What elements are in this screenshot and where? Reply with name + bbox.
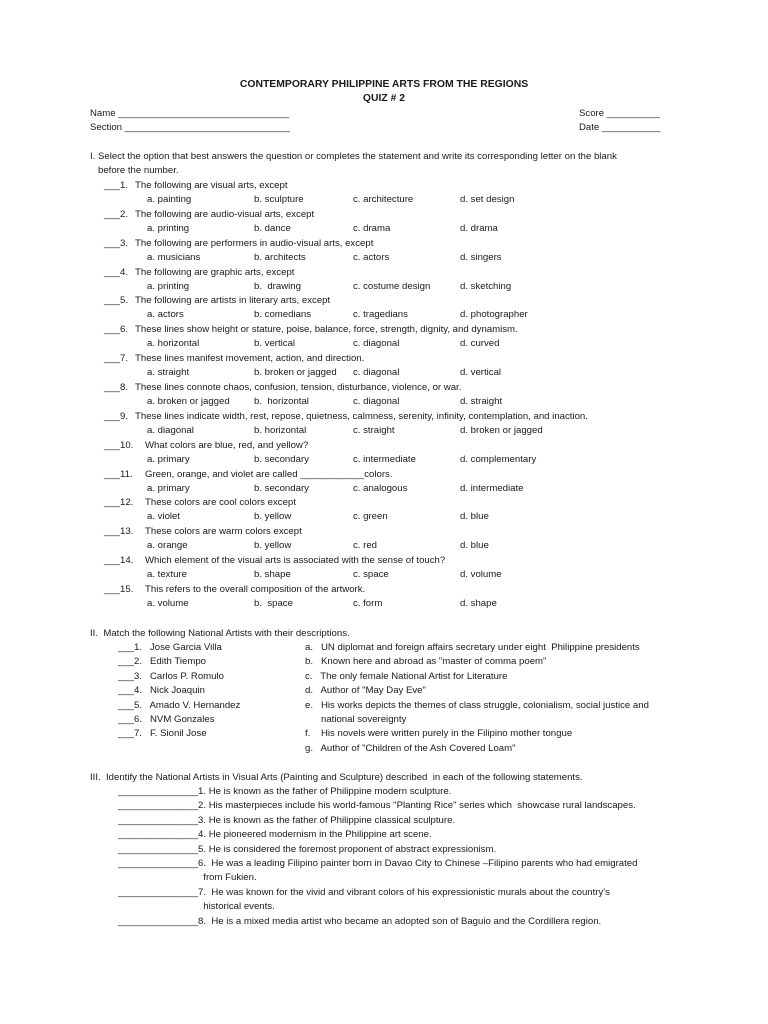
option-a: a. actors [147, 309, 184, 320]
question-text: The following are artists in literary arts, except [135, 295, 331, 306]
question-text: What colors are blue, red, and yellow? [145, 440, 309, 451]
option-c: c. costume design [353, 281, 431, 292]
option-d: d. broken or jagged [460, 425, 543, 436]
artist-item[interactable]: ___6. NVM Gonzales [118, 714, 215, 725]
answer-blank[interactable]: ___10. [104, 440, 134, 451]
option-a: a. orange [147, 540, 188, 551]
option-d: d. vertical [460, 367, 502, 378]
option-c: c. tragedians [353, 309, 408, 320]
option-c: c. architecture [353, 194, 414, 205]
option-c: c. analogous [353, 483, 408, 494]
question-text: Green, orange, and violet are called ____________colors. [145, 469, 393, 480]
option-d: d. curved [460, 338, 500, 349]
description-item: e. His works depicts the themes of class struggle, colonialism, social justice and [305, 700, 649, 711]
question-text: The following are audio-visual arts, except [135, 209, 315, 220]
option-b: b. secondary [254, 483, 309, 494]
answer-blank[interactable]: ___9. [104, 411, 129, 422]
option-b: b. horizontal [254, 396, 309, 407]
option-c: c. diagonal [353, 396, 400, 407]
answer-blank[interactable]: ___1. [104, 180, 129, 191]
statement-item[interactable]: _______________6. He was a leading Filipino painter born in Davao City to Chinese –Filipino parents who had emigrated [118, 858, 638, 869]
option-b: b. secondary [254, 454, 309, 465]
option-b: b. drawing [254, 281, 301, 292]
option-b: b. architects [254, 252, 306, 263]
answer-blank[interactable]: ___3. [104, 238, 129, 249]
option-a: a. volume [147, 598, 189, 609]
statement-item[interactable]: _______________2. His masterpieces include his world-famous "Planting Rice" series which showcase rural landscapes. [118, 800, 636, 811]
answer-blank[interactable]: ___8. [104, 382, 129, 393]
question-text: These colors are cool colors except [145, 497, 296, 508]
answer-blank[interactable]: ___14. [104, 555, 134, 566]
description-item: b. Known here and abroad as "master of comma poem" [305, 656, 547, 667]
option-a: a. violet [147, 511, 181, 522]
option-c: c. intermediate [353, 454, 416, 465]
option-b: b. broken or jagged [254, 367, 337, 378]
statement-item[interactable]: _______________4. He pioneered modernism in the Philippine art scene. [118, 829, 432, 840]
answer-blank[interactable]: ___6. [104, 324, 129, 335]
part1-instructions-cont: before the number. [98, 165, 179, 176]
option-c: c. form [353, 598, 383, 609]
option-a: a. primary [147, 483, 190, 494]
statement-item: from Fukien. [118, 872, 257, 883]
question-text: These lines indicate width, rest, repose, quietness, calmness, serenity, infinity, contemplation, and inaction. [135, 411, 588, 422]
option-a: a. primary [147, 454, 190, 465]
artist-item[interactable]: ___4. Nick Joaquin [118, 685, 205, 696]
description-item: a. UN diplomat and foreign affairs secretary under eight Philippine presidents [305, 642, 640, 653]
option-c: c. red [353, 540, 377, 551]
option-d: d. intermediate [460, 483, 524, 494]
option-b: b. space [254, 598, 293, 609]
option-d: d. blue [460, 540, 489, 551]
section-field[interactable]: Section _______________________________ [90, 122, 291, 133]
option-c: c. drama [353, 223, 391, 234]
option-d: d. photographer [460, 309, 528, 320]
question-text: The following are visual arts, except [135, 180, 288, 191]
option-d: d. drama [460, 223, 498, 234]
artist-item[interactable]: ___5. Amado V. Hernandez [118, 700, 241, 711]
option-b: b. yellow [254, 540, 292, 551]
statement-item[interactable]: _______________8. He is a mixed media artist who became an adopted son of Baguio and the Cordillera region. [118, 916, 602, 927]
option-a: a. painting [147, 194, 192, 205]
question-text: These lines manifest movement, action, and direction. [135, 353, 365, 364]
answer-blank[interactable]: ___2. [104, 209, 129, 220]
date-field[interactable]: Date ___________ [579, 122, 661, 133]
option-c: c. diagonal [353, 367, 400, 378]
option-d: d. shape [460, 598, 497, 609]
question-text: These lines show height or stature, poise, balance, force, strength, dignity, and dynamism. [135, 324, 518, 335]
option-b: b. dance [254, 223, 291, 234]
statement-item[interactable]: _______________7. He was known for the vivid and vibrant colors of his expressionistic murals about the country's [118, 887, 610, 898]
answer-blank[interactable]: ___4. [104, 267, 129, 278]
question-text: The following are performers in audio-visual arts, except [135, 238, 374, 249]
answer-blank[interactable]: ___5. [104, 295, 129, 306]
option-a: a. horizontal [147, 338, 200, 349]
statement-item[interactable]: _______________1. He is known as the father of Philippine modern sculpture. [118, 786, 452, 797]
option-a: a. musicians [147, 252, 201, 263]
option-d: d. set design [460, 194, 515, 205]
option-b: b. horizontal [254, 425, 307, 436]
option-c: c. green [353, 511, 388, 522]
option-d: d. singers [460, 252, 502, 263]
option-d: d. sketching [460, 281, 512, 292]
answer-blank[interactable]: ___13. [104, 526, 134, 537]
answer-blank[interactable]: ___11. [104, 469, 133, 480]
part1-instructions: I. Select the option that best answers the question or completes the statement and write its corresponding letter on the blank [90, 151, 617, 162]
part3-instructions: III. Identify the National Artists in Visual Arts (Painting and Sculpture) described in each of the following statements. [90, 772, 583, 783]
option-c: c. space [353, 569, 389, 580]
description-item: national sovereignty [305, 714, 407, 725]
quiz-number: QUIZ # 2 [362, 93, 406, 104]
answer-blank[interactable]: ___12. [104, 497, 134, 508]
statement-item[interactable]: _______________5. He is considered the foremost proponent of abstract expressionism. [118, 844, 497, 855]
statement-item: historical events. [118, 901, 275, 912]
question-text: These colors are warm colors except [145, 526, 302, 537]
score-field[interactable]: Score __________ [579, 108, 661, 119]
option-b: b. sculpture [254, 194, 304, 205]
question-text: The following are graphic arts, except [135, 267, 295, 278]
option-d: d. complementary [460, 454, 537, 465]
part2-instructions: II. Match the following National Artists with their descriptions. [90, 628, 350, 639]
option-a: a. printing [147, 281, 190, 292]
option-b: b. vertical [254, 338, 296, 349]
option-d: d. straight [460, 396, 503, 407]
option-c: c. actors [353, 252, 390, 263]
option-a: a. printing [147, 223, 190, 234]
option-a: a. diagonal [147, 425, 194, 436]
option-b: b. comedians [254, 309, 312, 320]
artist-item[interactable]: ___1. Jose Garcia Villa [118, 642, 222, 653]
page-title: CONTEMPORARY PHILIPPINE ARTS FROM THE REGIONS [239, 79, 529, 90]
answer-blank[interactable]: ___7. [104, 353, 129, 364]
question-text: This refers to the overall composition of the artwork. [145, 584, 366, 595]
artist-item[interactable]: ___3. Carlos P. Romulo [118, 671, 224, 682]
question-text: Which element of the visual arts is associated with the sense of touch? [145, 555, 446, 566]
option-c: c. diagonal [353, 338, 400, 349]
option-a: a. broken or jagged [147, 396, 230, 407]
name-field[interactable]: Name ________________________________ [90, 108, 289, 119]
description-item: g. Author of "Children of the Ash Covered Loam" [305, 743, 516, 754]
answer-blank[interactable]: ___15. [104, 584, 134, 595]
question-text: These lines connote chaos, confusion, tension, disturbance, violence, or war. [135, 382, 462, 393]
option-a: a. texture [147, 569, 187, 580]
option-d: d. blue [460, 511, 489, 522]
option-a: a. straight [147, 367, 190, 378]
description-item: d. Author of "May Day Eve" [305, 685, 426, 696]
artist-item[interactable]: ___7. F. Sionil Jose [118, 728, 207, 739]
option-b: b. yellow [254, 511, 292, 522]
option-c: c. straight [353, 425, 395, 436]
description-item: c. The only female National Artist for Literature [305, 671, 508, 682]
statement-item[interactable]: _______________3. He is known as the father of Philippine classical sculpture. [118, 815, 456, 826]
artist-item[interactable]: ___2. Edith Tiempo [118, 656, 206, 667]
description-item: f. His novels were written purely in the Filipino mother tongue [305, 728, 573, 739]
option-d: d. volume [460, 569, 502, 580]
option-b: b. shape [254, 569, 291, 580]
